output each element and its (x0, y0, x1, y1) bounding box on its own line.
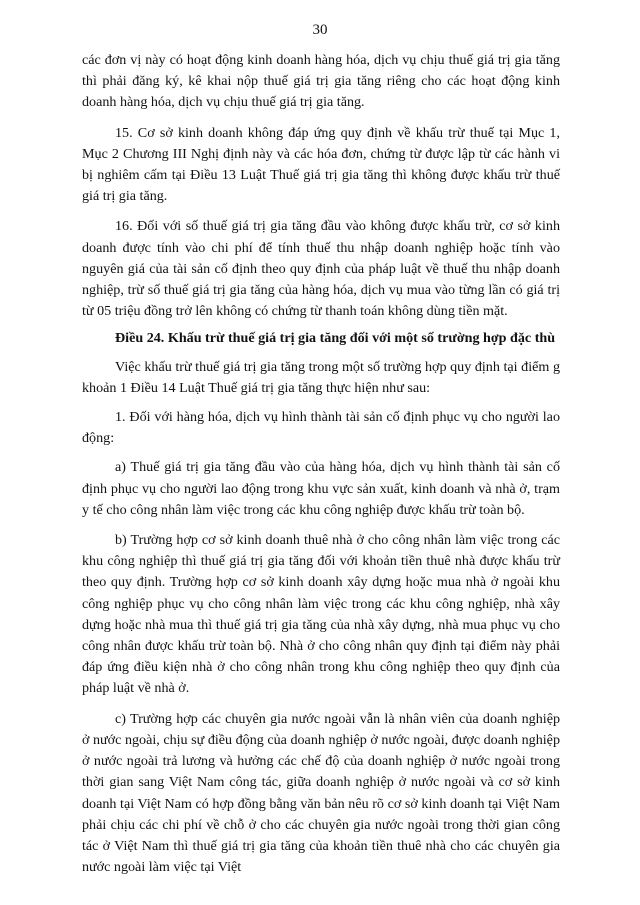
paragraph-continuation: các đơn vị này có hoạt động kinh doanh hàng hóa, dịch vụ chịu thuế giá trị gia tăng thì phải đăng ký, kê khai nộp thuế giá trị gia tăng riêng cho các hoạt động kinh doanh hàng hóa, dịch vụ chịu thuế giá trị gia tăng. (82, 52, 560, 111)
article-24-item-1a: a) Thuế giá trị gia tăng đầu vào của hàng hóa, dịch vụ hình thành tài sản cố định phục vụ cho người lao động trong khu vực sản xuất, kinh doanh và nhà ở, trạm y tế cho công nhân làm việc trong các khu công nghiệp được khấu trừ toàn bộ. (82, 459, 560, 518)
article-24-intro: Việc khấu trừ thuế giá trị gia tăng trong một số trường hợp quy định tại điểm g khoản 1 Điều 14 Luật Thuế giá trị gia tăng thực hiện như sau: (82, 358, 560, 396)
article-24-item-1b: b) Trường hợp cơ sở kinh doanh thuê nhà ở cho công nhân làm việc trong các khu công nghiệp thì thuế giá trị gia tăng đối với khoản tiền thuê nhà được khấu trừ theo quy định. Trường hợp cơ sở kinh doanh xây dựng hoặc mua nhà ở ngoài khu công nghiệp phục vụ cho công nhân làm việc trong các khu công nghiệp, nhà xây dựng hoặc nhà mua thì thuế giá trị gia tăng của nhà xây dựng, nhà mua phục vụ cho công nhân được khấu trừ toàn bộ. Nhà ở cho công nhân quy định tại điểm này phải đáp ứng điều kiện nhà ở cho công nhân trong khu công nghiệp theo quy định của pháp luật về nhà ở. (82, 532, 560, 697)
paragraph-clause-15: 15. Cơ sở kinh doanh không đáp ứng quy định về khấu trừ thuế tại Mục 1, Mục 2 Chương III Nghị định này và các hóa đơn, chứng từ được lập từ các hành vi bị nghiêm cấm tại Điều 13 Luật Thuế giá trị gia tăng thì không được khấu trừ thuế giá trị gia tăng. (82, 124, 560, 205)
page-number: 30 (312, 22, 328, 38)
article-24-item-1c: c) Trường hợp các chuyên gia nước ngoài vẫn là nhân viên của doanh nghiệp ở nước ngoài, chịu sự điều động của doanh nghiệp ở nước ngoài, được doanh nghiệp ở nước ngoài trả lương và hưởng các chế độ của doanh nghiệp ở nước ngoài trong thời gian sang Việt Nam công tác, giữa doanh nghiệp ở nước ngoài và cơ sở kinh doanh tại Việt Nam có hợp đồng bằng văn bản nêu rõ cơ sở kinh doanh tại Việt Nam phải chịu các chi phí về chỗ ở cho các chuyên gia nước ngoài trong thời gian công tác ở Việt Nam thì thuế giá trị gia tăng của khoản tiền thuê nhà cho các chuyên gia nước ngoài làm việc tại Việt (82, 710, 560, 876)
paragraph-clause-16: 16. Đối với số thuế giá trị gia tăng đầu vào không được khấu trừ, cơ sở kinh doanh được tính vào chi phí để tính thuế thu nhập doanh nghiệp hoặc tính vào nguyên giá của tài sản cố định theo quy định của pháp luật về thuế thu nhập doanh nghiệp, trừ số thuế giá trị gia tăng của hàng hóa, dịch vụ mua vào từng lần có giá trị từ 05 triệu đồng trở lên không có chứng từ thanh toán không dùng tiền mặt. (82, 218, 560, 320)
article-24-heading: Điều 24. Khấu trừ thuế giá trị gia tăng đối với một số trường hợp đặc thù (115, 330, 556, 347)
article-24-item-1: 1. Đối với hàng hóa, dịch vụ hình thành tài sản cố định phục vụ cho người lao động: (82, 409, 560, 447)
document-body (82, 50, 560, 887)
